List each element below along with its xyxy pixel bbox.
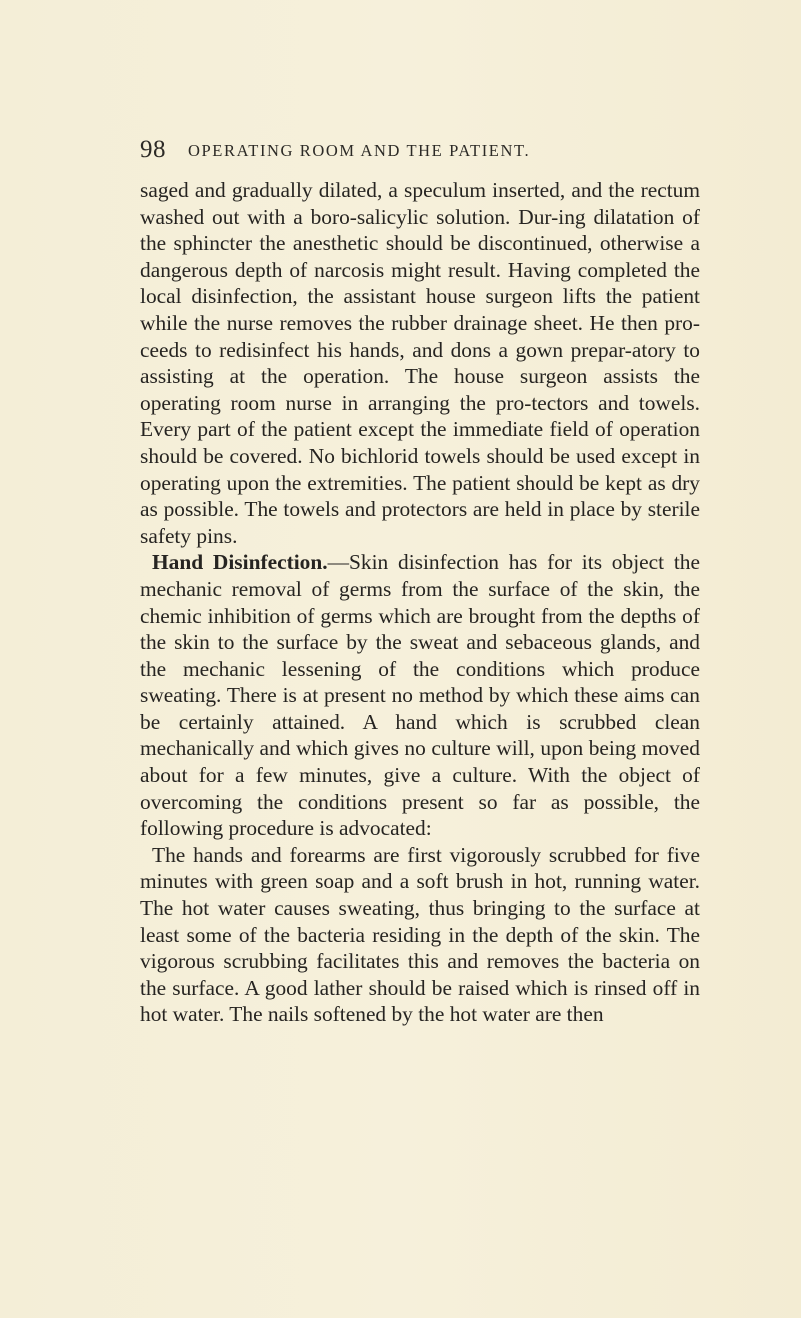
section-heading: Hand Disinfection. bbox=[152, 550, 328, 575]
page-body bbox=[140, 177, 700, 1028]
paragraph-continued: saged and gradually dilated, a speculum inserted, and the rectum washed out with a boro-salicylic solution. Dur-ing dilatation of the sphincter the anesthetic should be discontinued, otherwise a dangerous depth of narcosis might result. Having completed the local disinfection, the assistant house surgeon lifts the patient while the nurse removes the rubber drainage sheet. He then pro-ceeds to redisinfect his hands, and dons a gown prepar-atory to assisting at the operation. The house surgeon assists the operating room nurse in arranging the pro-tectors and towels. Every part of the patient except the immediate field of operation should be covered. No bichlorid towels should be used except in operating upon the extremities. The patient should be kept as dry as possible. The towels and protectors are held in place by sterile safety pins. bbox=[140, 178, 700, 548]
running-title: OPERATING ROOM AND THE PATIENT. bbox=[188, 141, 531, 160]
paragraph-procedure: The hands and forearms are first vigorously scrubbed for five minutes with green soap and a soft brush in hot, running water. The hot water causes sweating, thus bringing to the surface at least some of the bacteria residing in the depth of the skin. The vigorous scrubbing facilitates this and removes the bacteria on the surface. A good lather should be raised which is rinsed off in hot water. The nails softened by the hot water are then bbox=[140, 842, 700, 1027]
page-number: 98 bbox=[140, 136, 166, 163]
page-header bbox=[140, 136, 620, 166]
paragraph-text: —Skin disinfection has for its object the mechanic removal of germs from the surface of the skin, the chemic inhibition of germs which are brought from the depths of the skin to the surface by the sweat and sebaceous glands, and the mechanic lessening of the conditions which produce sweating. There is at present no method by which these aims can be certainly attained. A hand which is scrubbed clean mechanically and which gives no culture will, upon being moved about for a few minutes, give a culture. With the object of overcoming the conditions present so far as possible, the following procedure is advocated: bbox=[140, 550, 700, 841]
paragraph-hand-disinfection bbox=[140, 549, 700, 842]
